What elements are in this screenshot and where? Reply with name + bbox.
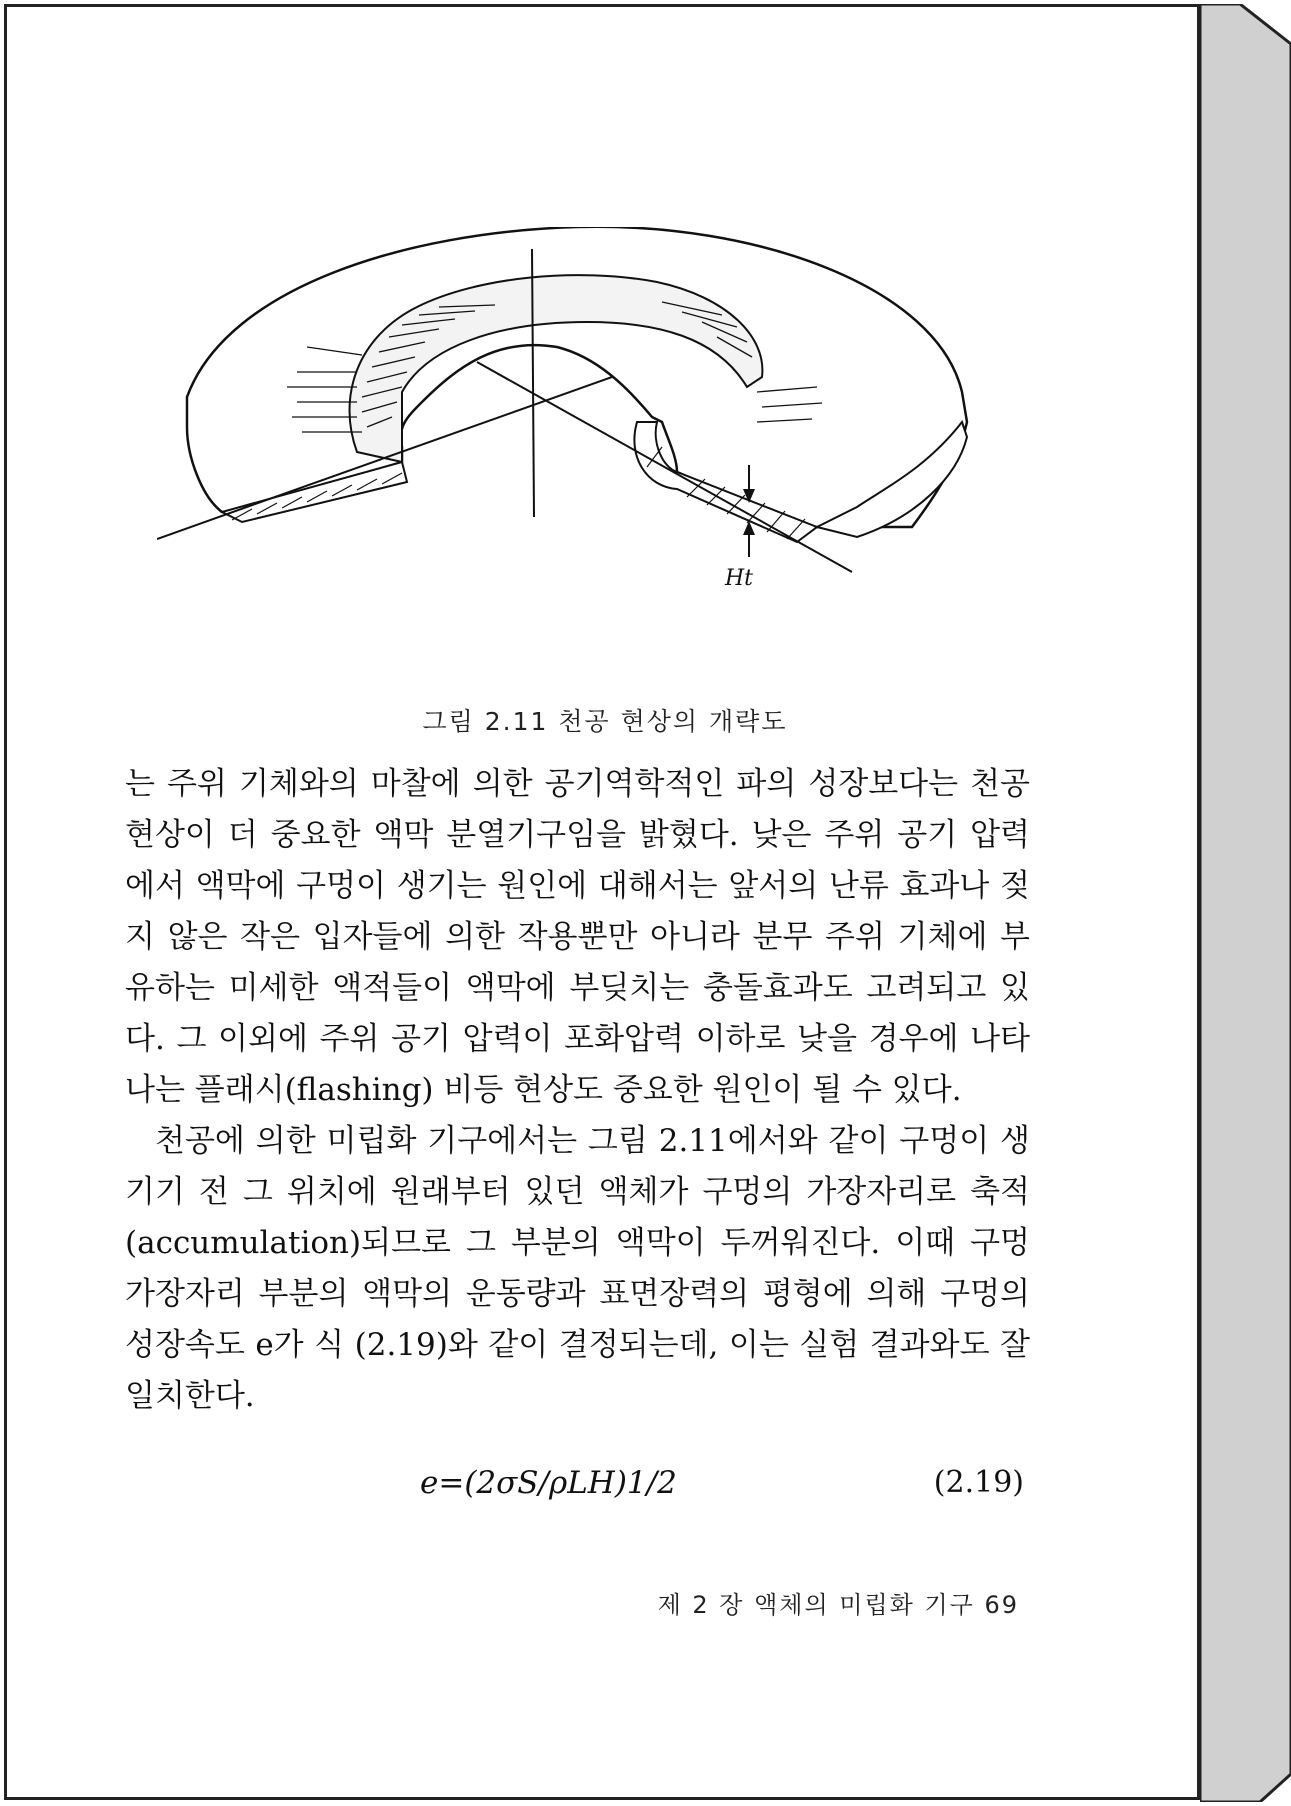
- paragraph-2: 천공에 의한 미립화 기구에서는 그림 2.11에서와 같이 구멍이 생기기 전 그 위치에 원래부터 있던 액체가 구멍의 가장자리로 축적(accumulation)되므로 그 부분의 액막이 두꺼워진다. 이때 구멍 가장자리 부분의 액막의 운동량과 표면장력의 평형에 의해 구멍의 성장속도 e가 식 (2.19)와 같이 결정되는데, 이는 실험 결과와도 잘 일치한다.: [125, 1123, 1030, 1414]
- page-footer: 제 2 장 액체의 미립화 기구 69: [657, 1591, 1019, 1619]
- thickness-label: Ht: [725, 566, 754, 591]
- equation-number: (2.19): [933, 1465, 1024, 1500]
- equation-row: [125, 1465, 1030, 1515]
- perforation-figure: [157, 227, 987, 687]
- figure-caption: 그림 2.11 천공 현상의 개략도: [422, 707, 788, 736]
- book-spine: [1200, 4, 1291, 1802]
- equation: e=(2σS/ρLH)1/2: [420, 1465, 677, 1501]
- body-text: [125, 759, 1030, 1422]
- sheet-outer-edge: [187, 227, 967, 527]
- paragraph-1: 는 주위 기체와의 마찰에 의한 공기역학적인 파의 성장보다는 천공 현상이 더 중요한 액막 분열기구임을 밝혔다. 낮은 주위 공기 압력에서 액막에 구멍이 생기는 원인에 대해서는 앞서의 난류 효과나 젖지 않은 작은 입자들에 의한 작용뿐만 아니라 분무 주위 기체에 부유하는 미세한 액적들이 액막에 부딪치는 충돌효과도 고려되고 있다. 그 이외에 주위 공기 압력이 포화압력 이하로 낮을 경우에 나타나는 플래시(flashing) 비등 현상도 중요한 원인이 될 수 있다.: [125, 766, 1030, 1108]
- book-page: [4, 4, 1200, 1800]
